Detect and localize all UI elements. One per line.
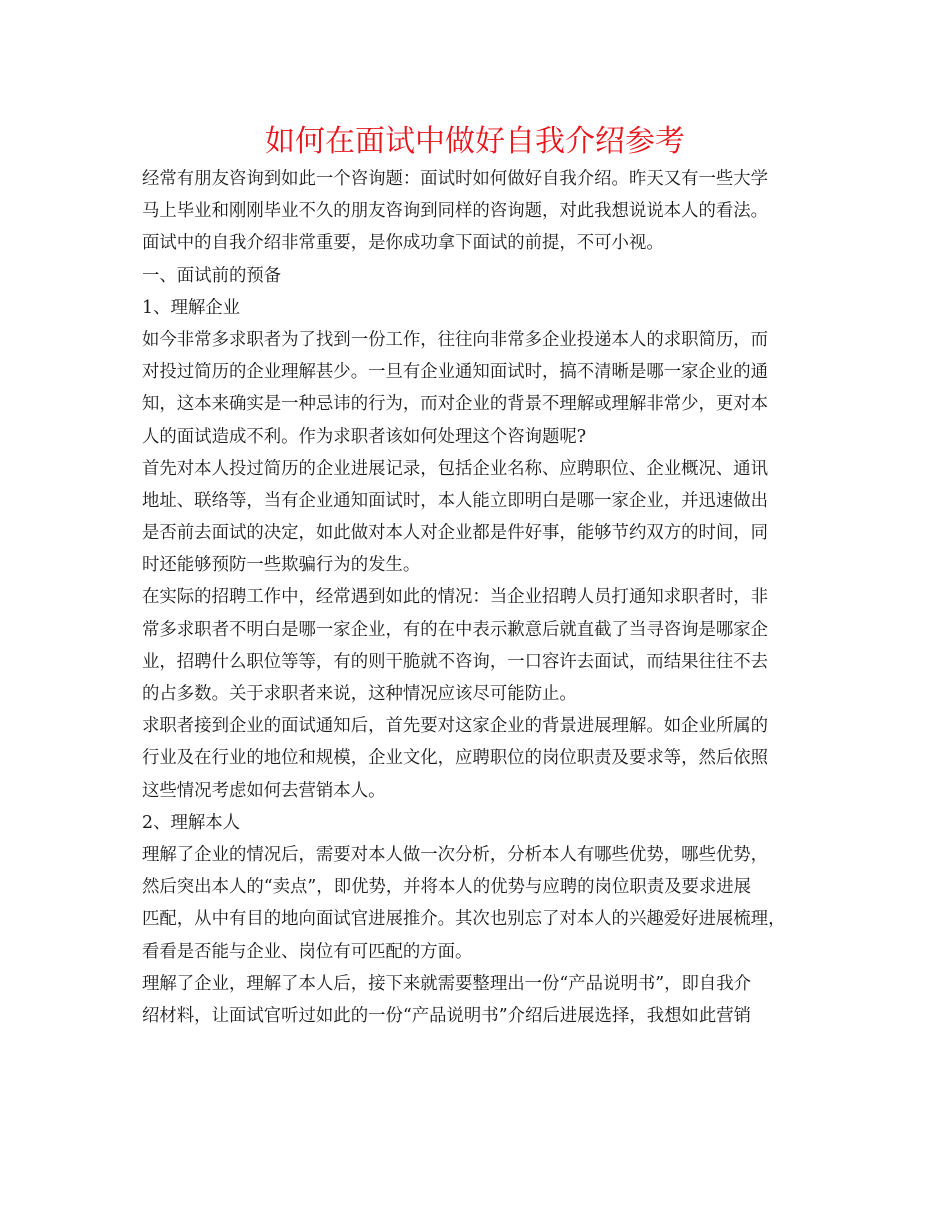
text-line: 然后突出本人的“卖点”，即优势，并将本人的优势与应聘的岗位职责及要求进展 [142, 877, 752, 898]
paragraph [142, 453, 822, 582]
text-line: 业，招聘什么职位等等，有的则干脆就不咨询，一口容许去面试，而结果往往不去 [142, 651, 769, 672]
text-line: 理解了企业的情况后，需要对本人做一次分析，分析本人有哪些优势，哪些优势， [142, 844, 769, 865]
text-line: 首先对本人投过简历的企业进展记录，包括企业名称、应聘职位、企业概况、通讯 [142, 458, 769, 479]
paragraph [142, 807, 822, 839]
text-line: 看看是否能与企业、岗位有可匹配的方面。 [142, 941, 473, 962]
paragraph [142, 163, 822, 260]
text-line: 时还能够预防一些欺骗行为的发生。 [142, 555, 421, 576]
text-line: 如今非常多求职者为了找到一份工作，往往向非常多企业投递本人的求职简历，而 [142, 329, 769, 350]
document-title: 如何在面试中做好自我介绍参考 [265, 124, 685, 159]
paragraph [142, 292, 822, 324]
paragraph [142, 710, 822, 807]
text-line: 常多求职者不明白是哪一家企业，有的在中表示歉意后就直截了当寻咨询是哪家企 [142, 619, 769, 640]
text-line: 绍材料，让面试官听过如此的一份“产品说明书”介绍后进展选择，我想如此营销 [142, 1005, 752, 1026]
paragraph [142, 839, 822, 968]
text-line: 知，这本来确实是一种忌讳的行为，而对企业的背景不理解或理解非常少，更对本 [142, 394, 769, 415]
text-line: 理解了企业，理解了本人后，接下来就需要整理出一份“产品说明书”，即自我介 [142, 973, 752, 994]
text-line: 一、面试前的预备 [142, 265, 282, 286]
text-line: 2、理解本人 [142, 812, 241, 833]
document-body [142, 163, 822, 1032]
text-line: 经常有朋友咨询到如此一个咨询题：面试时如何做好自我介绍。昨天又有一些大学 [142, 169, 769, 189]
text-line: 行业及在行业的地位和规模，企业文化，应聘职位的岗位职责及要求等，然后依照 [142, 748, 769, 769]
paragraph [142, 968, 822, 1032]
paragraph [142, 581, 822, 710]
text-line: 匹配，从中有目的地向面试官进展推介。其次也别忘了对本人的兴趣爱好进展梳理， [142, 909, 786, 930]
text-line: 在实际的招聘工作中，经常遇到如此的情况：当企业招聘人员打通知求职者时，非 [142, 587, 769, 608]
text-line: 是否前去面试的决定，如此做对本人对企业都是件好事，能够节约双方的时间，同 [142, 523, 769, 544]
text-line: 这些情况考虑如何去营销本人。 [142, 780, 386, 801]
paragraph [142, 260, 822, 292]
text-line: 马上毕业和刚刚毕业不久的朋友咨询到同样的咨询题，对此我想说说本人的看法。 [142, 201, 769, 222]
text-line: 面试中的自我介绍非常重要，是你成功拿下面试的前提，不可小视。 [142, 233, 664, 254]
paragraph [142, 324, 822, 453]
text-line: 求职者接到企业的面试通知后，首先要对这家企业的背景进展理解。如企业所属的 [142, 716, 769, 737]
text-line: 对投过简历的企业理解甚少。一旦有企业通知面试时，搞不清晰是哪一家企业的通 [142, 362, 769, 383]
text-line: 的占多数。关于求职者来说，这种情况应该尽可能防止。 [142, 684, 577, 704]
text-line: 地址、联络等，当有企业通知面试时，本人能立即明白是哪一家企业，并迅速做出 [142, 490, 769, 511]
text-line: 1、理解企业 [142, 297, 241, 318]
text-line: 人的面试造成不利。作为求职者该如何处理这个咨询题呢? [142, 426, 587, 447]
